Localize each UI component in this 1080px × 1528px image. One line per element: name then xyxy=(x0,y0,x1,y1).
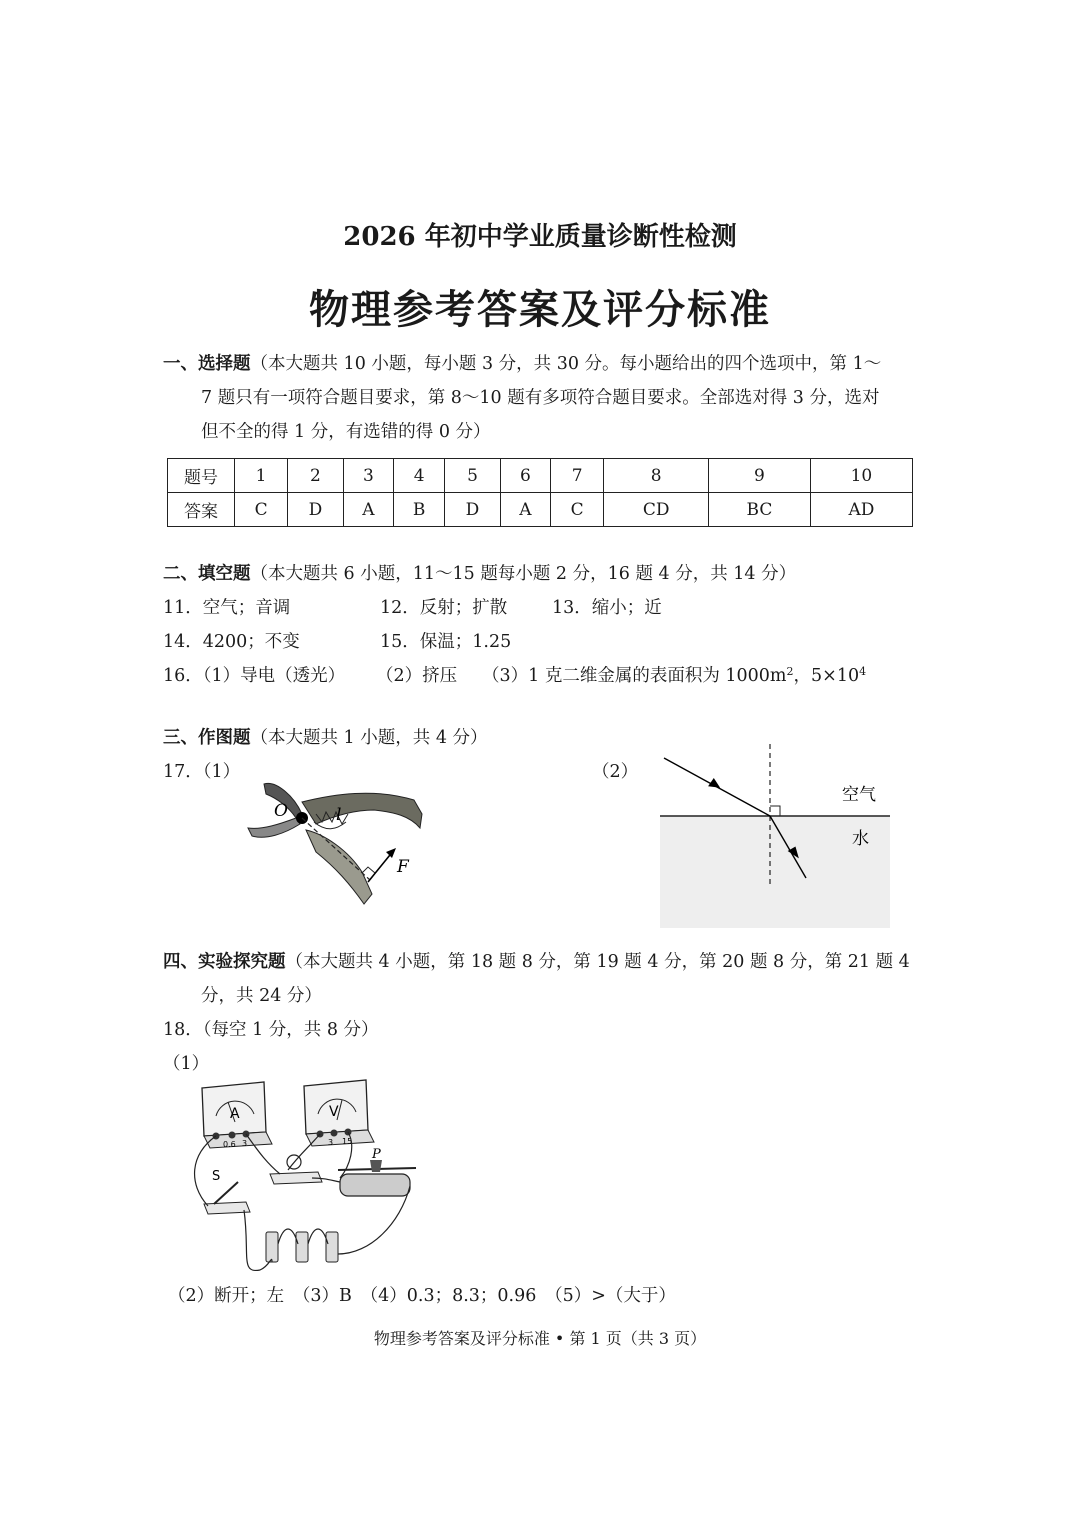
table-number-cell: 6 xyxy=(500,459,550,493)
lower-handle-shape xyxy=(306,830,372,904)
arm-label: l xyxy=(336,805,342,825)
answer-q13: 13．缩小；近 xyxy=(552,598,662,618)
table-number-cell: 8 xyxy=(604,459,709,493)
refraction-figure xyxy=(656,742,896,932)
section2-line xyxy=(163,562,796,586)
air-label: 空气 xyxy=(842,785,876,805)
section1-desc-3: 但不全的得 1 分，有选错的得 0 分） xyxy=(201,422,491,442)
section1-desc-1: （本大题共 10 小题，每小题 3 分，共 30 分。每小题给出的四个选项中，第 1～ xyxy=(250,354,882,374)
normal-right-angle xyxy=(770,806,780,816)
table-answer-cell: BC xyxy=(709,493,811,527)
section3-heading: 三、作图题 xyxy=(163,728,251,748)
switch-base xyxy=(204,1202,250,1214)
force-label: F xyxy=(397,857,409,877)
table-answer-cell: CD xyxy=(604,493,709,527)
q16-exponent-area: 2 xyxy=(786,665,794,678)
table-number-cell: 5 xyxy=(445,459,501,493)
answer-q16-part1: 16．（1）导电（透光） xyxy=(163,666,346,686)
table-answer-cell: A xyxy=(343,493,393,527)
voltmeter-label: V xyxy=(329,1104,339,1120)
section3-desc: （本大题共 1 小题，共 4 分） xyxy=(250,728,488,748)
force-arrowhead xyxy=(386,848,396,858)
ammeter-range-label: 3 xyxy=(242,1139,248,1148)
q16-exponent-power: 4 xyxy=(859,665,867,678)
q16-part3-text: （3）1 克二维金属的表面积为 1000m xyxy=(482,666,787,686)
answer-q16-part2: （2）挤压 xyxy=(376,666,458,686)
table-answer-cell: C xyxy=(235,493,288,527)
right-angle-marker xyxy=(362,867,375,873)
section2-desc: （本大题共 6 小题，11～15 题每小题 2 分，16 题 4 分，共 14 分） xyxy=(250,564,797,584)
ammeter-terminal xyxy=(229,1132,236,1139)
answer-q14: 14．4200；不变 xyxy=(163,632,300,652)
answer-table-answer-row xyxy=(168,493,913,527)
section1-desc-2: 7 题只有一项符合题目要求，第 8～10 题有多项符合题目要求。全部选对得 3 分，选对 xyxy=(201,388,880,408)
lever-shears-figure xyxy=(244,772,434,912)
voltmeter-range-label: 3 xyxy=(328,1138,334,1147)
table-number-cell: 3 xyxy=(343,459,393,493)
table-number-cell: 1 xyxy=(235,459,288,493)
answer-q12: 12．反射；扩散 xyxy=(380,598,508,618)
upper-handle-shape xyxy=(302,793,422,828)
voltmeter-terminal xyxy=(331,1130,338,1137)
answer-q15: 15．保温；1.25 xyxy=(380,632,512,652)
q16-part3-mid: ，5×10 xyxy=(793,666,860,686)
table-answer-cell: AD xyxy=(810,493,912,527)
answer-table xyxy=(167,458,913,527)
page-footer: 物理参考答案及评分标准 • 第 1 页（共 3 页） xyxy=(373,1329,707,1348)
q18-answers: （2）断开；左 （3）B （4）0.3；8.3；0.96 （5）>（大于） xyxy=(168,1286,676,1306)
section4-desc-2: 分，共 24 分） xyxy=(201,986,322,1006)
table-header-answer: 答案 xyxy=(168,493,235,527)
section2-heading: 二、填空题 xyxy=(163,564,251,584)
table-number-cell: 9 xyxy=(709,459,811,493)
section1-line1 xyxy=(163,352,881,376)
q17-label: 17．（1） xyxy=(163,762,241,782)
switch-label: S xyxy=(212,1169,221,1184)
ammeter-label: A xyxy=(230,1106,240,1122)
section4-heading: 四、实验探究题 xyxy=(163,952,286,972)
answer-q16-part3 xyxy=(482,664,866,688)
battery-cell xyxy=(326,1232,338,1262)
table-answer-cell: B xyxy=(394,493,445,527)
answer-table-number-row xyxy=(168,459,913,493)
battery-cell xyxy=(266,1232,278,1262)
section1-heading: 一、选择题 xyxy=(163,354,251,374)
table-answer-cell: D xyxy=(445,493,501,527)
table-answer-cell: A xyxy=(500,493,550,527)
document-title: 物理参考答案及评分标准 xyxy=(309,286,771,333)
pivot-label: O xyxy=(274,801,288,821)
slider-label: P xyxy=(372,1147,381,1162)
voltmeter-range-label: 15 xyxy=(342,1137,353,1146)
table-answer-cell: D xyxy=(288,493,344,527)
section3-line xyxy=(163,726,488,750)
table-header-number: 题号 xyxy=(168,459,235,493)
table-number-cell: 7 xyxy=(551,459,604,493)
section4-line1 xyxy=(163,950,910,974)
q18-title: 18．（每空 1 分，共 8 分） xyxy=(163,1020,379,1040)
ammeter-range-label: 0.6 xyxy=(223,1140,236,1149)
section4-desc-1: （本大题共 4 小题，第 18 题 8 分，第 19 题 4 分，第 20 题 8 分，第 21 题 4 xyxy=(285,952,910,972)
answer-q11: 11．空气；音调 xyxy=(163,598,291,618)
circuit-figure xyxy=(180,1074,430,1284)
table-number-cell: 4 xyxy=(394,459,445,493)
rheostat-coil xyxy=(340,1174,410,1196)
table-number-cell: 10 xyxy=(810,459,912,493)
switch-lever xyxy=(214,1182,238,1204)
battery-cell xyxy=(296,1232,308,1262)
table-answer-cell: C xyxy=(551,493,604,527)
exam-title: 2026 年初中学业质量诊断性检测 xyxy=(343,222,737,252)
water-label: 水 xyxy=(852,829,869,849)
table-number-cell: 2 xyxy=(288,459,344,493)
q18-part1-label: （1） xyxy=(163,1054,210,1074)
q17-part2-label: （2） xyxy=(592,762,639,782)
